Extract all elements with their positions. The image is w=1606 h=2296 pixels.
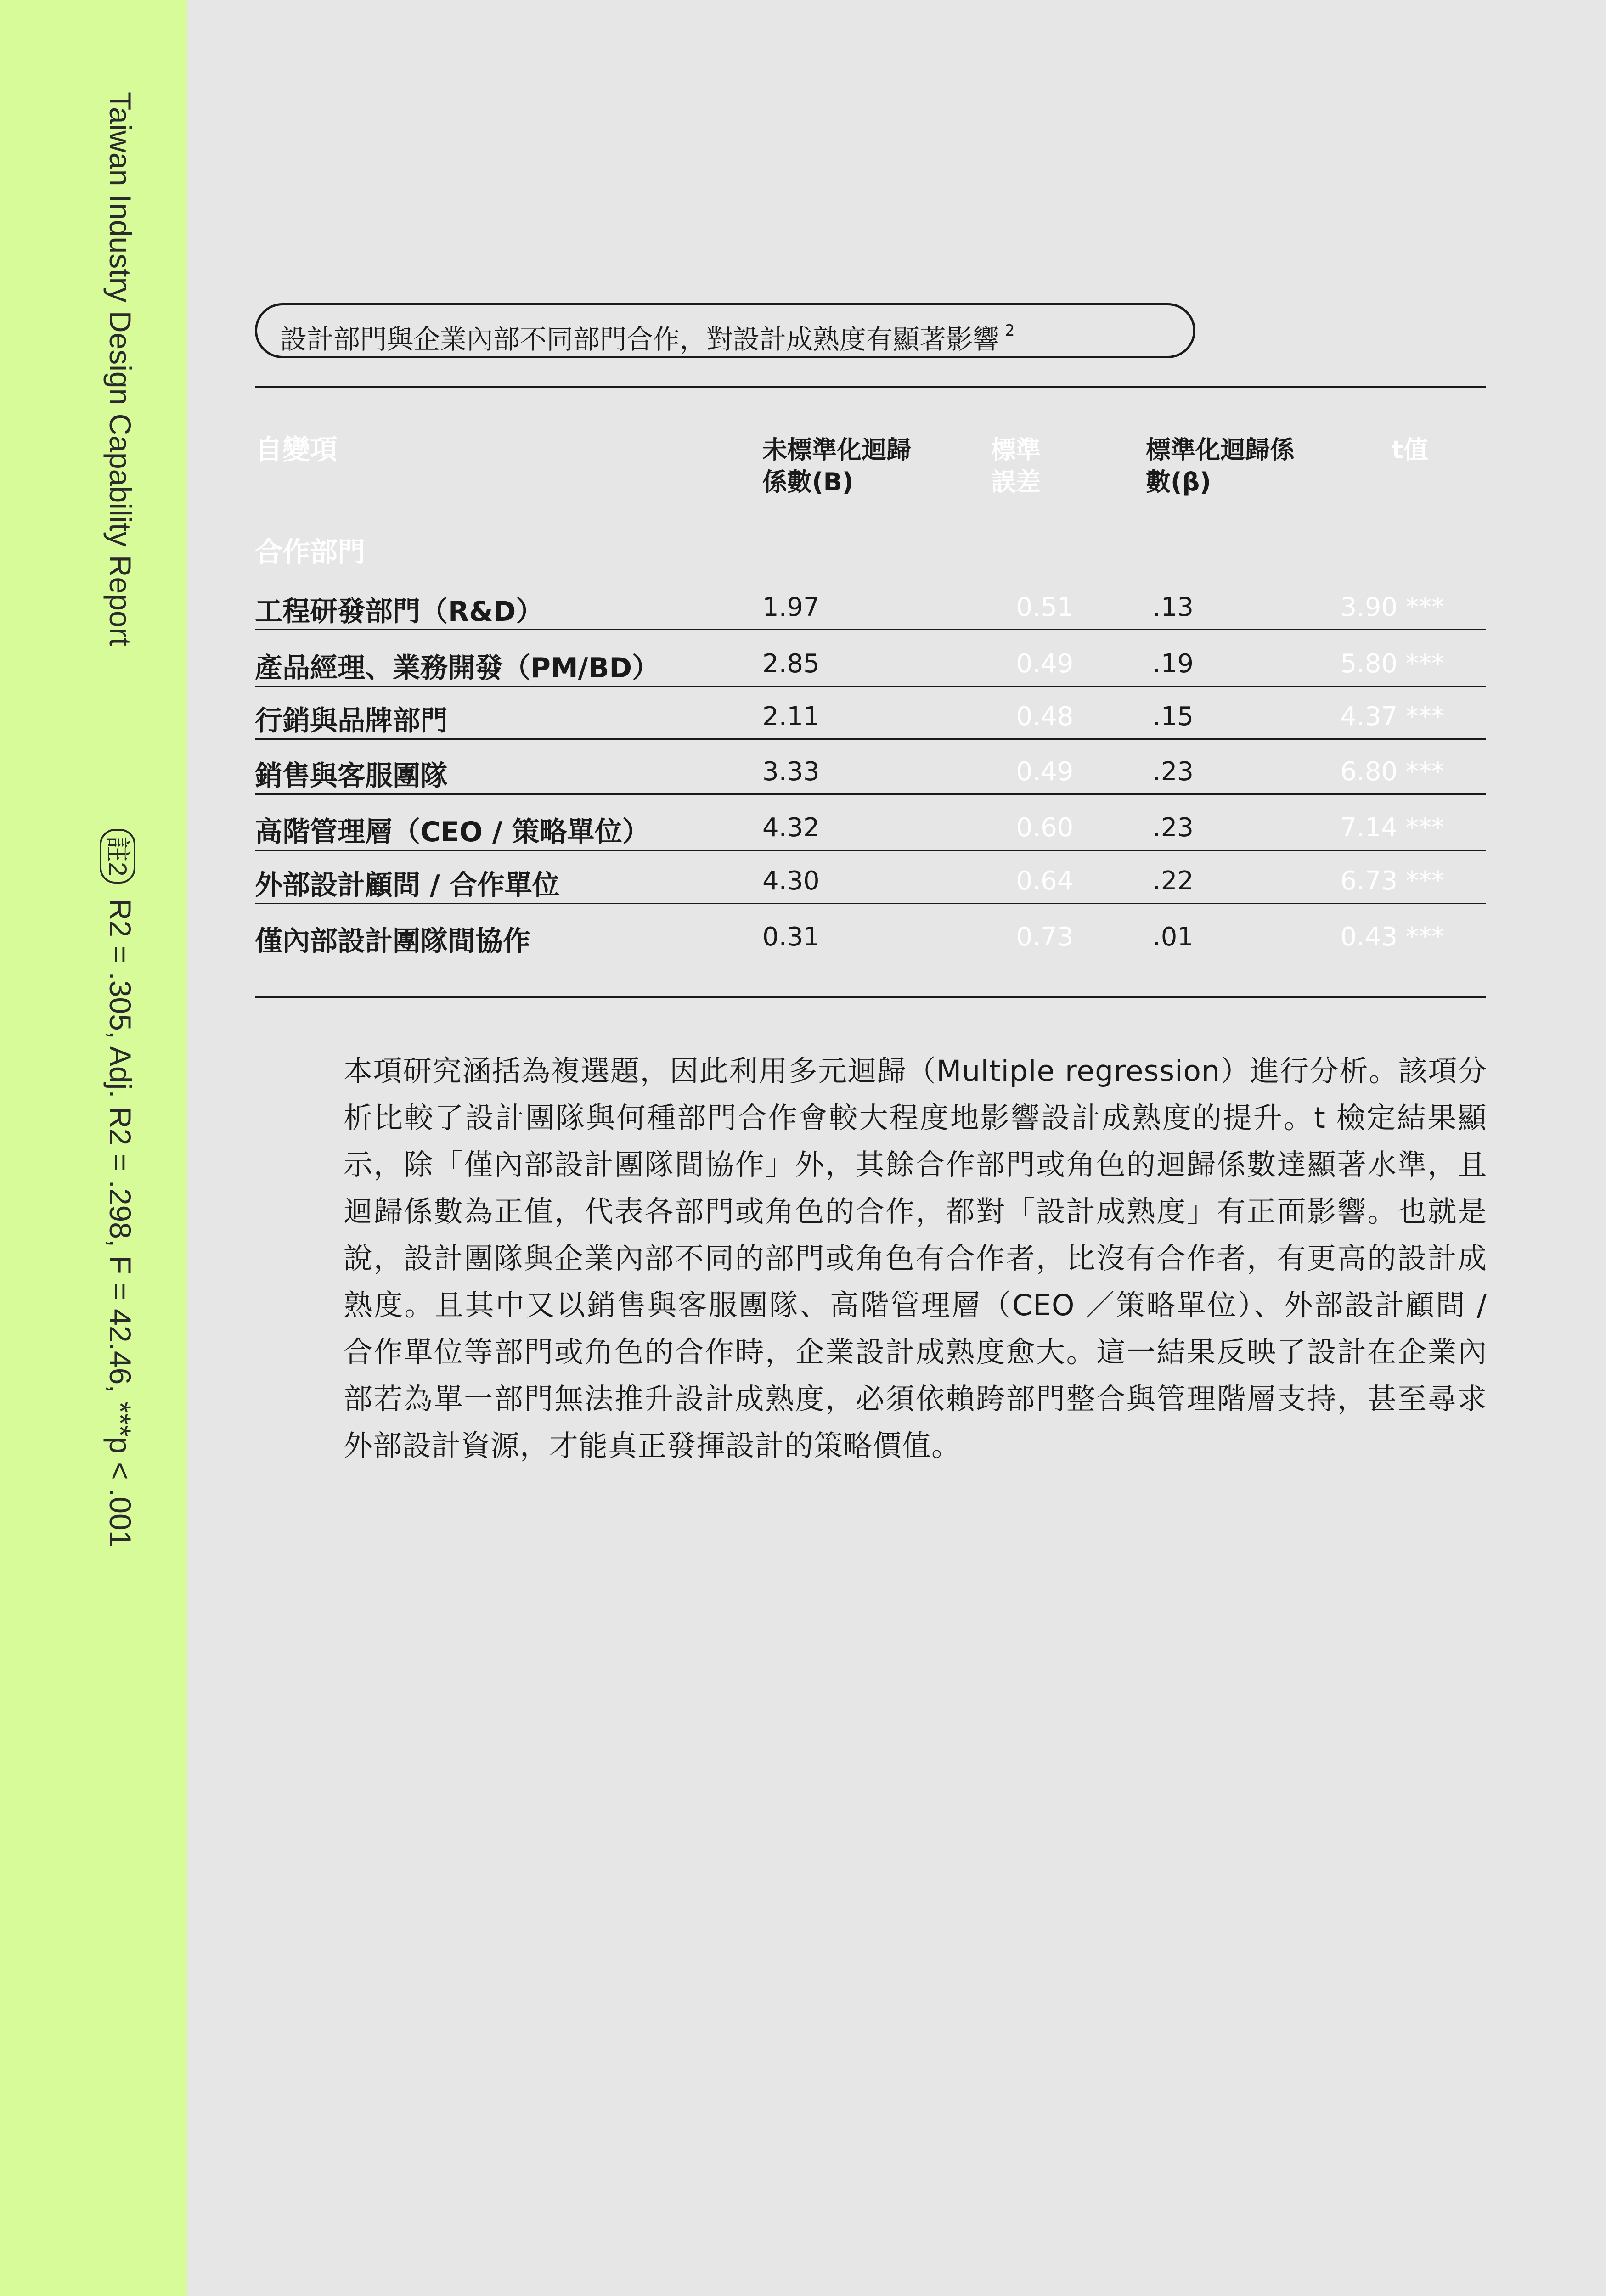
header-se-line2: 誤差	[991, 467, 1041, 496]
table-row	[255, 799, 1486, 851]
row-t: 4.37 ***	[1340, 702, 1444, 732]
table-title-note: 2	[1005, 321, 1015, 340]
row-label: 高階管理層（CEO / 策略單位）	[255, 816, 650, 848]
row-t: 6.73 ***	[1340, 866, 1444, 896]
table-title	[255, 303, 1195, 358]
row-label: 僅內部設計團隊間協作	[255, 925, 530, 957]
row-beta: .13	[1153, 592, 1194, 622]
header-b-line2: 係數(B)	[762, 467, 854, 496]
row-beta: .23	[1153, 757, 1194, 787]
table-bottom-rule	[255, 996, 1486, 998]
table-top-rule	[255, 386, 1486, 388]
group-label: 合作部門	[255, 536, 365, 568]
row-beta: .23	[1153, 813, 1194, 843]
row-b: 2.85	[762, 649, 820, 679]
row-label: 工程研發部門（R&D）	[255, 596, 544, 628]
row-beta: .01	[1153, 922, 1194, 952]
row-se: 0.73	[1016, 922, 1074, 952]
table-title-text: 設計部門與企業內部不同部門合作，對設計成熟度有顯著影響	[280, 324, 1000, 355]
row-label: 產品經理、業務開發（PM/BD）	[255, 652, 660, 684]
row-b: 4.32	[762, 813, 820, 843]
table-row	[255, 743, 1486, 795]
sidebar	[0, 0, 187, 2296]
row-t: 6.80 ***	[1340, 757, 1444, 787]
row-t: 5.80 ***	[1340, 649, 1444, 679]
header-se	[991, 434, 1041, 498]
table-row	[255, 579, 1486, 630]
header-b-line1: 未標準化迴歸	[762, 435, 911, 464]
row-b: 2.11	[762, 702, 820, 732]
row-b: 4.30	[762, 866, 820, 896]
row-label: 行銷與品牌部門	[255, 705, 448, 737]
body-paragraph: 本項研究涵括為複選題，因此利用多元迴歸（Multiple regression）進行分析。該項分析比較了設計團隊與何種部門合作會較大程度地影響設計成熟度的提升。t 檢定結果顯示，除「僅內部設計團隊間協作」外，其餘合作部門或角色的迴歸係數達顯著水準，且迴歸係數為正值，代表各部門或角色的合作，都對「設計成熟度」有正面影響。也就是說，設計團隊與企業內部不同的部門或角色有合作者，比沒有合作者，有更高的設計成熟度。且其中又以銷售與客服團隊、高階管理層（CEO ／策略單位）、外部設計顧問 / 合作單位等部門或角色的合作時，企業設計成熟度愈大。這一結果反映了設計在企業內部若為單一部門無法推升設計成熟度，必須依賴跨部門整合與管理階層支持，甚至尋求外部設計資源，才能真正發揮設計的策略價值。	[344, 1054, 1487, 1463]
header-se-line1: 標準	[991, 435, 1041, 464]
row-beta: .15	[1153, 702, 1194, 732]
table-row	[255, 908, 1486, 959]
row-label: 外部設計顧問 / 合作單位	[255, 869, 560, 901]
report-title: Taiwan Industry Design Capability Report	[103, 92, 137, 646]
header-beta	[1146, 434, 1295, 498]
row-label: 銷售與客服團隊	[255, 760, 448, 792]
row-se: 0.64	[1016, 866, 1074, 896]
row-t: 3.90 ***	[1340, 592, 1444, 622]
row-se: 0.49	[1016, 649, 1074, 679]
row-t: 0.43 ***	[1340, 922, 1444, 952]
header-t: t值	[1392, 435, 1428, 464]
header-beta-line2: 數(β)	[1146, 467, 1212, 496]
header-beta-line1: 標準化迴歸係	[1146, 435, 1295, 464]
table-row	[255, 635, 1486, 687]
row-b: 3.33	[762, 757, 820, 787]
row-se: 0.49	[1016, 757, 1074, 787]
sidebar-vertical-text	[100, 92, 138, 1547]
row-se: 0.51	[1016, 592, 1074, 622]
row-b: 1.97	[762, 592, 820, 622]
row-beta: .22	[1153, 866, 1194, 896]
header-variable: 自變項	[255, 434, 338, 466]
row-b: 0.31	[762, 922, 820, 952]
header-b	[762, 434, 911, 498]
row-se: 0.48	[1016, 702, 1074, 732]
table-row	[255, 852, 1486, 904]
row-beta: .19	[1153, 649, 1194, 679]
row-se: 0.60	[1016, 813, 1074, 843]
regression-note: R2 = .305, Adj. R2 = .298, F = 42.46, ***p < .001	[103, 898, 137, 1548]
row-t: 7.14 ***	[1340, 813, 1444, 843]
note-badge: 註2	[100, 829, 135, 884]
table-row	[255, 688, 1486, 740]
